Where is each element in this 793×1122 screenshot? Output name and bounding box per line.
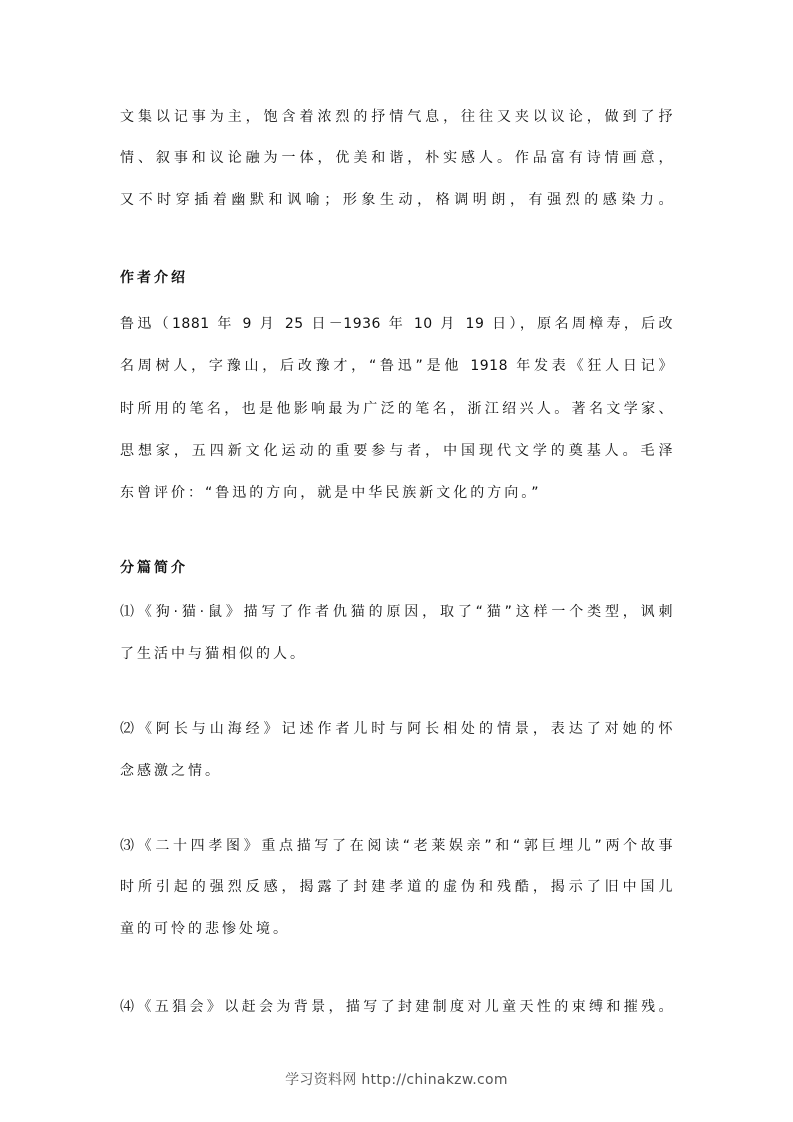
chapter-line: 了生活中与猫相似的人。 [120, 646, 307, 662]
chapter-line: ⑵《阿长与山海经》记述作者儿时与阿长相处的情景，表达了对她的怀 [120, 721, 673, 737]
chapter-line: ⑷《五猖会》以赶会为背景，描写了封建制度对儿童天性的束缚和摧残。 [120, 999, 673, 1015]
author-heading: 作者介绍 [120, 270, 188, 286]
chapters-heading: 分篇简介 [120, 560, 188, 576]
author-line: 名周树人，字豫山，后改豫才，“鲁迅”是他 1918 年发表《狂人日记》 [120, 358, 673, 374]
intro-line: 情、叙事和议论融为一体，优美和谐，朴实感人。作品富有诗情画意， [120, 150, 673, 166]
chapter-line: 时所引起的强烈反感，揭露了封建孝道的虚伪和残酷，揭示了旧中国儿 [120, 879, 673, 895]
intro-line: 文集以记事为主，饱含着浓烈的抒情气息，往往又夹以议论，做到了抒 [120, 109, 673, 125]
chapter-line: 念感激之情。 [120, 763, 222, 779]
author-line: 东曾评价：“鲁迅的方向，就是中华民族新文化的方向。” [120, 485, 542, 501]
chapter-line: 童的可怜的悲惨处境。 [120, 921, 290, 937]
intro-line: 又不时穿插着幽默和讽喻；形象生动，格调明朗，有强烈的感染力。 [120, 192, 673, 208]
author-line: 鲁迅（1881 年 9 月 25 日－1936 年 10 月 19 日），原名周樟寿，后改 [120, 316, 673, 332]
footer-watermark: 学习资料网 http://chinakzw.com [285, 1072, 508, 1088]
author-line: 时所用的笔名，也是他影响最为广泛的笔名，浙江绍兴人。著名文学家、 [120, 401, 673, 417]
chapter-line: ⑶《二十四孝图》重点描写了在阅读“老莱娱亲”和“郭巨埋儿”两个故事 [120, 838, 673, 854]
chapter-line: ⑴《狗·猫·鼠》描写了作者仇猫的原因，取了“猫”这样一个类型，讽刺 [120, 604, 673, 620]
author-line: 思想家，五四新文化运动的重要参与者，中国现代文学的奠基人。毛泽 [120, 443, 673, 459]
